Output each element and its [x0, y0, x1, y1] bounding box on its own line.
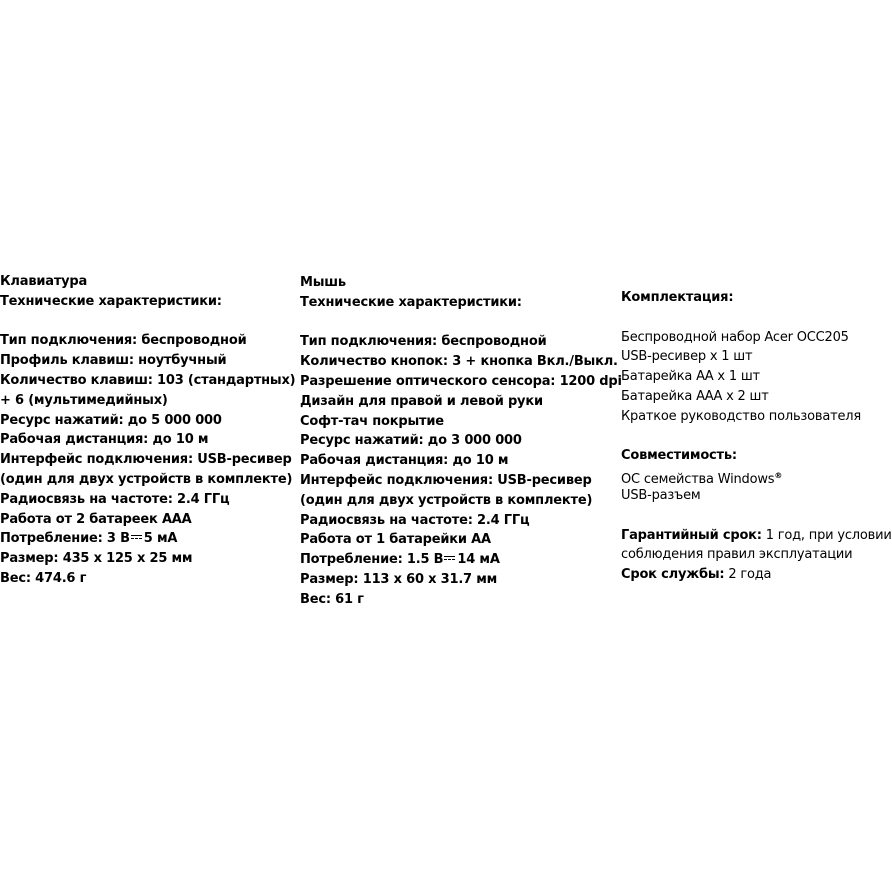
keyboard-title: Клавиатура [0, 274, 88, 289]
mouse-spec: Вес: 61 г [300, 591, 364, 607]
keyboard-subtitle: Технические характеристики: [0, 293, 222, 309]
trademark-mark: ® [774, 471, 783, 481]
compatibility-port: USB-разъем [621, 487, 701, 503]
mouse-spec: Дизайн для правой и левой руки [300, 393, 543, 409]
dc-symbol-icon [131, 533, 142, 541]
package-item: Батарейка АА х 1 шт [621, 369, 760, 385]
keyboard-power-value: 5 мА [143, 531, 178, 547]
package-item: Беспроводной набор Acer OCC205 [621, 329, 849, 345]
dc-symbol-icon [444, 554, 455, 562]
warranty-label: Гарантийный срок: [621, 527, 762, 543]
keyboard-spec: Размер: 435 х 125 х 25 мм [0, 551, 193, 567]
package-column [621, 288, 892, 585]
package-title: Комплектация: [621, 290, 734, 305]
mouse-power [300, 550, 622, 570]
keyboard-spec: Вес: 474.6 г [0, 570, 87, 586]
keyboard-spec: Радиосвязь на частоте: 2.4 ГГц [0, 491, 230, 507]
mouse-spec: Рабочая дистанция: до 10 м [300, 453, 509, 469]
mouse-spec: Ресурс нажатий: до 3 000 000 [300, 433, 522, 449]
mouse-spec: Тип подключения: беспроводной [300, 334, 547, 350]
package-item: USB-ресивер х 1 шт [621, 349, 753, 365]
compatibility-os [621, 466, 892, 486]
compatibility-title: Совместимость: [621, 448, 737, 464]
keyboard-spec: Рабочая дистанция: до 10 м [0, 432, 209, 448]
warranty-value: 1 год, при условии [765, 527, 892, 543]
service-life-line [621, 565, 892, 585]
mouse-spec: (один для двух устройств в комплекте) [300, 492, 593, 508]
mouse-spec: Работа от 1 батарейки АА [300, 532, 491, 548]
keyboard-spec: Ресурс нажатий: до 5 000 000 [0, 412, 222, 428]
service-life-value: 2 года [728, 567, 772, 583]
mouse-spec: Радиосвязь на частоте: 2.4 ГГц [300, 512, 530, 528]
mouse-spec: Разрешение оптического сенсора: 1200 dpi [300, 373, 622, 389]
mouse-spec: Софт-тач покрытие [300, 413, 444, 429]
mouse-spec: Количество кнопок: 3 + кнопка Вкл./Выкл. [300, 354, 618, 370]
mouse-subtitle: Технические характеристики: [300, 294, 522, 310]
keyboard-spec: Профиль клавиш: ноутбучный [0, 353, 227, 369]
keyboard-spec: + 6 (мультимедийных) [0, 392, 168, 408]
keyboard-spec: Количество клавиш: 103 (стандартных) [0, 372, 296, 388]
keyboard-power-label: Потребление: 3 В [0, 531, 130, 547]
mouse-spec: Интерфейс подключения: USB-ресивер [300, 472, 592, 488]
keyboard-spec: Тип подключения: беспроводной [0, 333, 247, 349]
mouse-column [300, 273, 622, 610]
package-item: Батарейка ААА х 2 шт [621, 388, 769, 404]
warranty-value-cont: соблюдения правил эксплуатации [621, 547, 853, 563]
warranty-line [621, 526, 892, 546]
keyboard-power [0, 529, 295, 549]
keyboard-spec: Интерфейс подключения: USB-ресивер [0, 452, 292, 468]
mouse-power-label: Потребление: 1.5 В [300, 552, 444, 568]
compatibility-os-text: ОС семейства Windows [621, 472, 775, 488]
keyboard-spec: (один для двух устройств в комплекте) [0, 471, 293, 487]
mouse-spec: Размер: 113 х 60 х 31.7 мм [300, 571, 498, 587]
service-life-label: Срок службы: [621, 567, 725, 583]
keyboard-spec: Работа от 2 батареек ААА [0, 511, 192, 527]
mouse-title: Мышь [300, 275, 346, 290]
keyboard-column [0, 272, 295, 589]
mouse-power-value: 14 мА [457, 552, 500, 568]
package-item: Краткое руководство пользователя [621, 408, 861, 424]
